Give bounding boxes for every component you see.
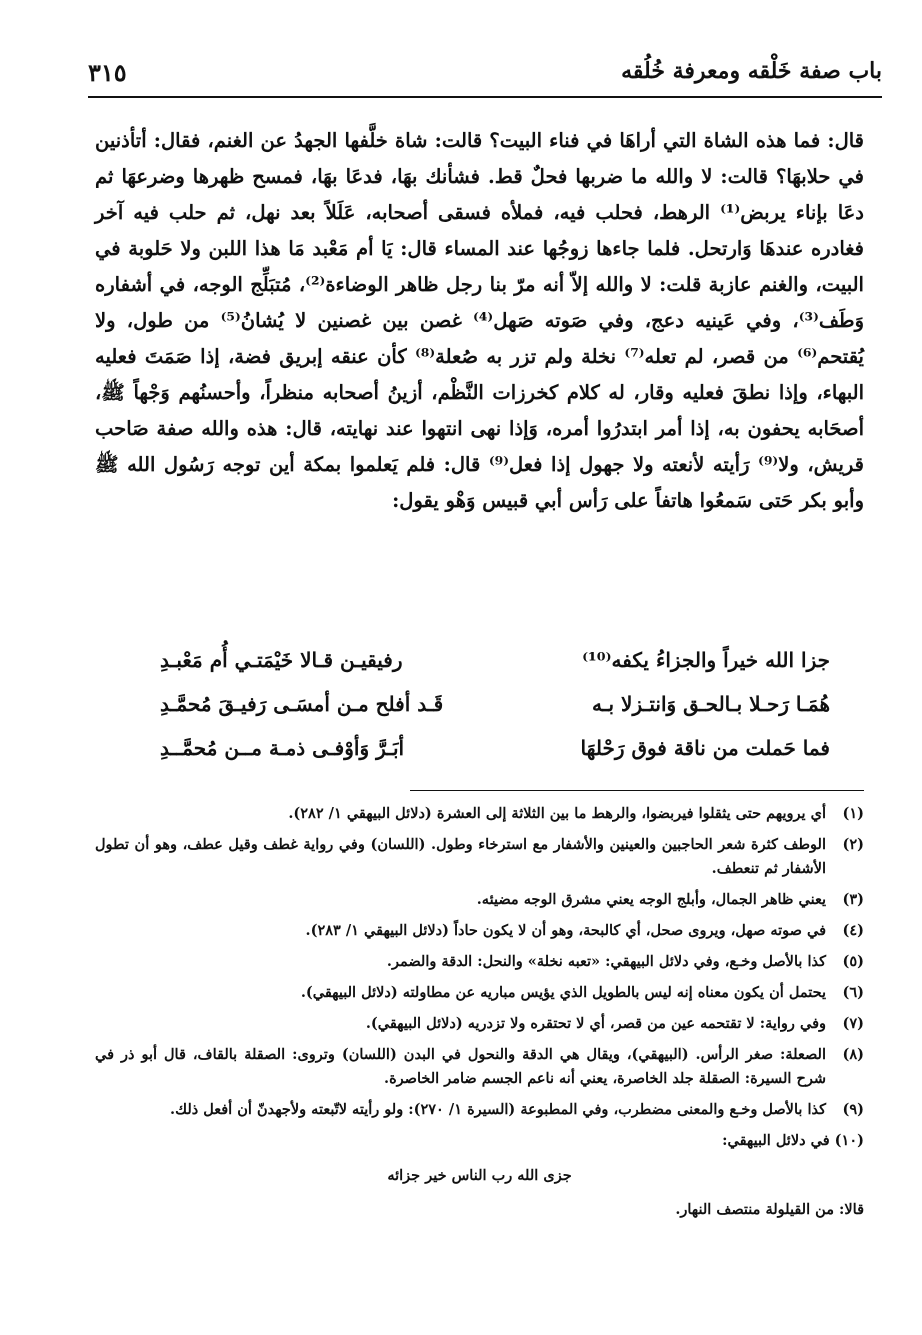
footnote bbox=[95, 802, 864, 826]
footnote bbox=[95, 1043, 864, 1091]
running-header bbox=[88, 54, 882, 94]
footnote-text: الوطف كثرة شعر الحاجبين والعينين والأشفار مع استرخاء وطول. (اللسان) وفي رواية غطف وقيل عطف، وهو أن تطول الأشفار ثم تنعطف. bbox=[95, 836, 826, 877]
chapter-title: باب صفة خَلْقه ومعرفة خُلُقه bbox=[621, 58, 882, 84]
footnote bbox=[95, 1012, 864, 1036]
footnote bbox=[95, 981, 864, 1005]
footnote-number: (١) bbox=[842, 805, 864, 822]
footnote bbox=[95, 888, 864, 912]
footnote-number: (٤) bbox=[842, 922, 864, 939]
footnote-text: كذا بالأصل وخـع، وفي دلائل البيهقي: «تعبه نخلة» والنحل: الدقة والضمر. bbox=[386, 953, 826, 970]
footnote-number: (٢) bbox=[842, 836, 864, 853]
footnote-10-verse: جزى الله رب الناس خير جزائه bbox=[387, 1167, 572, 1184]
poem-verse bbox=[160, 692, 830, 736]
footnote-10-label: (١٠) في دلائل البيهقي: bbox=[722, 1132, 864, 1149]
verse-first-hemistich: هُمَـا رَحـلا بـالحـق وَانتـزلا بـه bbox=[591, 692, 830, 716]
footnote-number: (٨) bbox=[842, 1046, 864, 1063]
footnote bbox=[95, 833, 864, 881]
footnotes bbox=[95, 802, 864, 1222]
footnote bbox=[95, 950, 864, 974]
footnote-number: (٧) bbox=[842, 1015, 864, 1032]
footnote-text: كذا بالأصل وخـع والمعنى مضطرب، وفي المطبوعة (السيرة ١/ ٢٧٠): ولو رأيته لاتّبعته ولأجهدنّ أن أفعل ذلك. bbox=[170, 1101, 826, 1118]
footnote-text: في صوته صهل، ويروى صحل، أي كالبحة، وهو أن لا يكون حاداً (دلائل البيهقي ١/ ٢٨٣). bbox=[305, 922, 826, 939]
poem-verse bbox=[160, 736, 830, 780]
page-number: ٣١٥ bbox=[88, 58, 127, 87]
footnote-text: أي يرويهم حتى يثقلوا فيربضوا، والرهط ما بين الثلاثة إلى العشرة (دلائل البيهقي ١/ ٢٨٢). bbox=[288, 805, 826, 822]
poem bbox=[160, 648, 830, 780]
body-paragraph: قال: فما هذه الشاة التي أراهَا في فناء البيت؟ قالت: شاة خلَّفها الجهدُ عن الغنم، فقال: أتأذنين في حلابهَا؟ قالت: لا والله ما ضربها فحلٌ قط. فشأنك بهَا، فدعَا بهَا، فمسح ظهرها وضرعهَا ثم دعَا بإناء يربض⁽¹⁾ الرهط، فحلب فيه، فملأه فسقى أصحابه، عَلَلاً بعد نهل، ثم حلب فيه آخر فغادره عندهَا وَارتحل. فلما جاءها زوجُها عند المساء قال: يَا أم مَعْبد مَا هذا اللبن ولا حَلوبة في البيت، والغنم عازبة قلت: لا والله إلاّ أنه مرّ بنا رجل ظاهر الوضاءة⁽²⁾، مُتبَلِّج الوجه، في أشفاره وَطَف⁽³⁾، وفي عَينيه دعج، وفي صَوته صَهل⁽⁴⁾ غصن بين غصنين لا يُشانُ⁽⁵⁾ من طول، ولا يُقتحم⁽⁶⁾ من قصر، لم تعله⁽⁷⁾ نخلة ولم تزر به صُعلة⁽⁸⁾ كأن عنقه إبريق فضة، إذا صَمَتَ فعليه البهاء، وإذا نطقَ فعليه وقار، له كلام كخرزات النَّظْم، أزينُ أصحابه منظراً، وأحسنُهم وَجْهاً ﷺ، أصحَابه يحفون به، إذا أمر ابتدرُوا أمره، وَإذا نهى انتهوا عند نهايته، قال: هذه والله صفة صَاحب قريش، ولا⁽⁹⁾ رَأيته لأنعته ولا جهول إذا فعل⁽⁹⁾ قال: فلم يَعلموا بمكة أين توجه رَسُول الله ﷺ وأبو بكر حَتى سَمعُوا هاتفاً على رَأس أبي قبيس وَهْو يقول: bbox=[95, 129, 864, 512]
footnote-text: يحتمل أن يكون معناه إنه ليس بالطويل الذي يؤيس مباريه عن مطاولته (دلائل البيهقي). bbox=[300, 984, 826, 1001]
footnote-number: (٥) bbox=[842, 953, 864, 970]
verse-first-hemistich: جزا الله خيراً والجزاءُ يكفه⁽¹⁰⁾ bbox=[582, 648, 830, 672]
poem-verse bbox=[160, 648, 830, 692]
footnote-10-line: قالا: من القيلولة منتصف النهار. bbox=[675, 1201, 864, 1218]
main-text bbox=[95, 123, 864, 519]
header-rule bbox=[88, 96, 882, 98]
verse-second-hemistich: أبَـرَّ وَأوْفـى ذمـة مــن مُحمَّــدِ bbox=[160, 736, 405, 760]
verse-second-hemistich: قَـد أفلح مـن أمسَـى رَفيـقَ مُحمَّـدِ bbox=[160, 692, 444, 716]
footnote-separator bbox=[410, 790, 864, 791]
footnote-text: وفي رواية: لا تقتحمه عين من قصر، أي لا تحتقره ولا تزدريه (دلائل البيهقي). bbox=[365, 1015, 826, 1032]
footnote bbox=[95, 919, 864, 943]
footnote-number: (٦) bbox=[842, 984, 864, 1001]
footnote-number: (٣) bbox=[842, 891, 864, 908]
footnote-text: الصعلة: صغر الرأس. (البيهقي)، ويقال هي الدقة والنحول في البدن (اللسان) وتروى: الصقلة بالقاف، قال أبو ذر في شرح السيرة: الصقلة جلد الخاصرة، يعني أنه ناعم الجسم ضامر الخاصرة. bbox=[95, 1046, 826, 1087]
footnote bbox=[95, 1098, 864, 1122]
verse-second-hemistich: رفيقيـن قـالا خَيْمَتـي أُم مَعْبـدِ bbox=[160, 648, 403, 672]
footnote-text: يعني ظاهر الجمال، وأبلج الوجه يعني مشرق الوجه مضيئه. bbox=[476, 891, 826, 908]
footnote-number: (٩) bbox=[842, 1101, 864, 1118]
verse-first-hemistich: فما حَملت من ناقة فوق رَحْلهَا bbox=[580, 736, 830, 760]
